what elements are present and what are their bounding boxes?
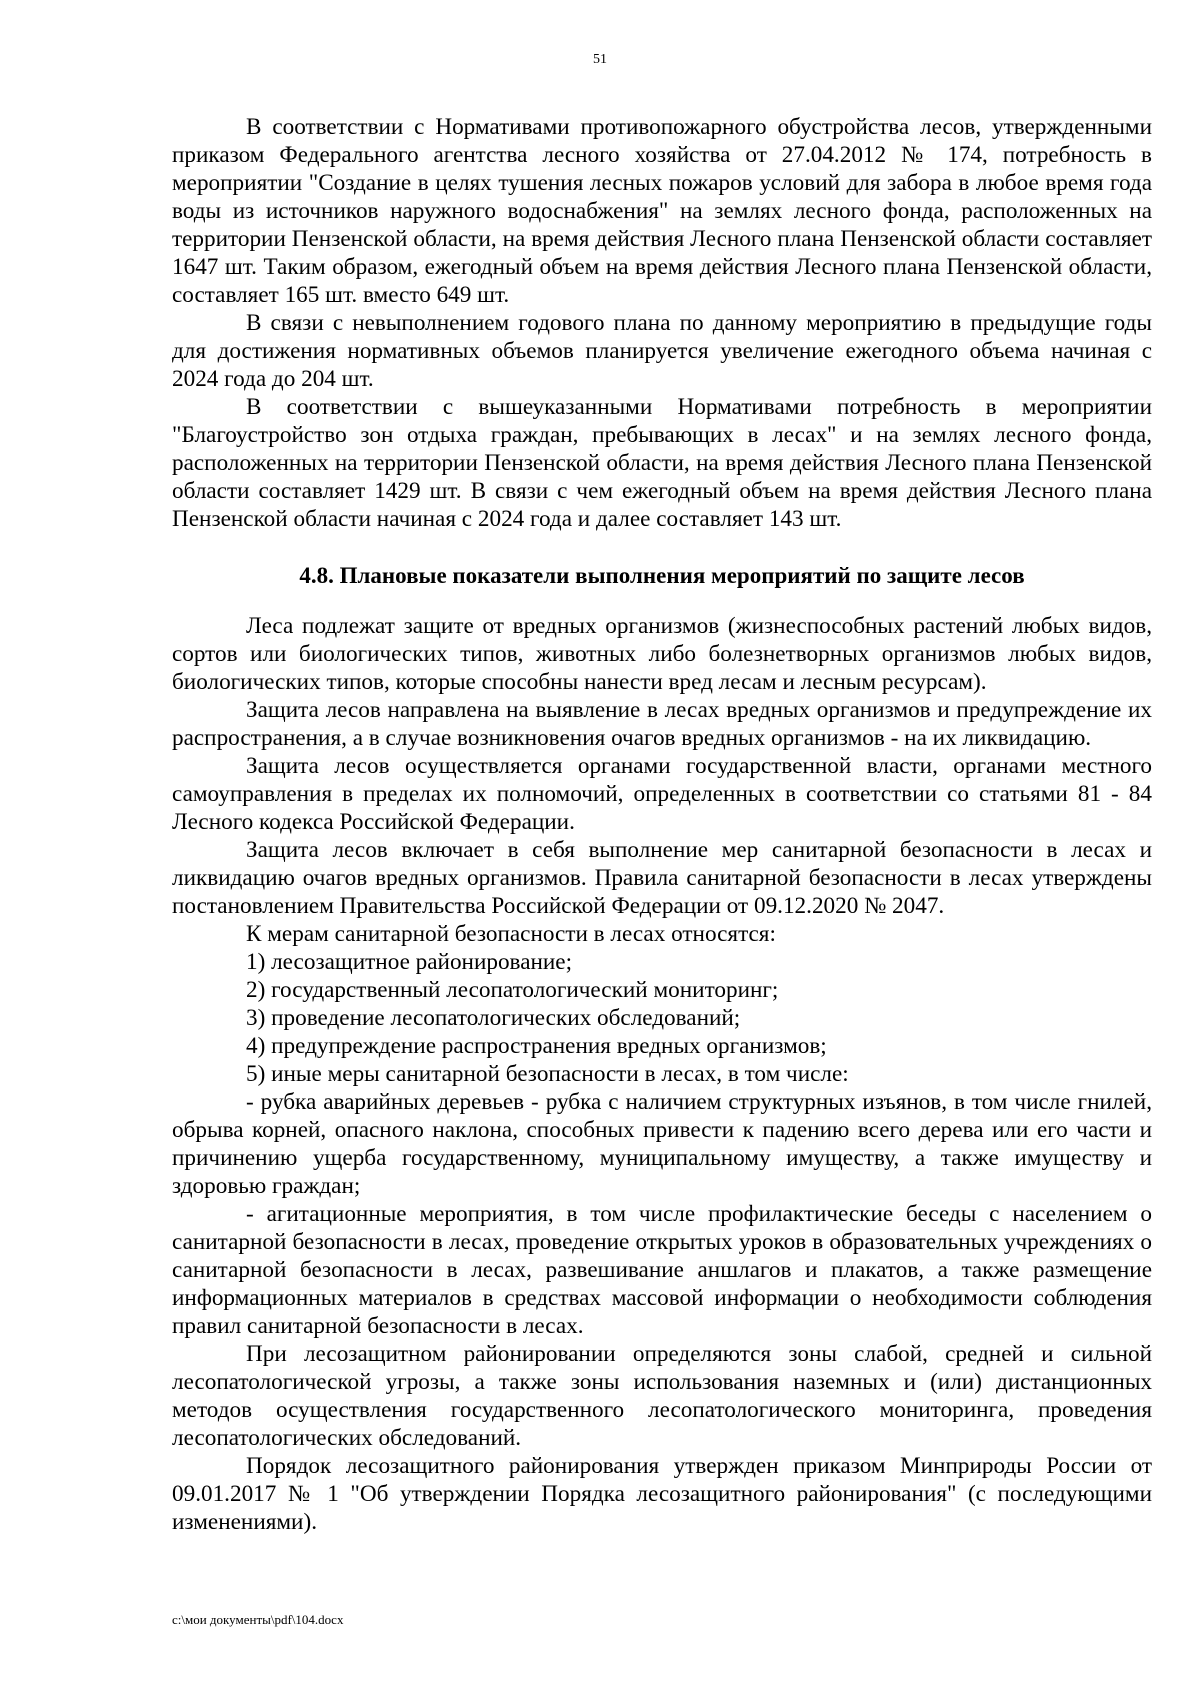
list-item: - рубка аварийных деревьев - рубка с наличием структурных изъянов, в том числе гнилей, обрыва корней, опасного наклона, способных привести к падению всего дерева или его части и причинению ущерба государственному, муниципальному имуществу, а также имуществу и здоровью граждан; bbox=[172, 1089, 1152, 1199]
paragraph: Порядок лесозащитного районирования утвержден приказом Минприроды России от 09.01.2017 № 1 "Об утверждении Порядка лесозащитного районирования" (с последующими изменениями). bbox=[172, 1453, 1152, 1535]
paragraph: В соответствии с Нормативами противопожарного обустройства лесов, утвержденными приказом Федерального агентства лесного хозяйства от 27.04.2012 № 174, потребность в мероприятии "Создание в целях тушения лесных пожаров условий для забора в любое время года воды из источников наружного водоснабжения" на землях лесного фонда, расположенных на территории Пензенской области, на время действия Лесного плана Пензенской области составляет 1647 шт. Таким образом, ежегодный объем на время действия Лесного плана Пензенской области, составляет 165 шт. вместо 649 шт. bbox=[172, 114, 1152, 308]
list-item: - агитационные мероприятия, в том числе профилактические беседы с населением о санитарной безопасности в лесах, проведение открытых уроков в образовательных учреждениях о санитарной безопасности в лесах, развешивание аншлагов и плакатов, а также размещение информационных материалов в средствах массовой информации о необходимости соблюдения правил санитарной безопасности в лесах. bbox=[172, 1201, 1152, 1339]
footer-file-path: c:\мои документы\pdf\104.docx bbox=[172, 1612, 344, 1627]
list-item: 5) иные меры санитарной безопасности в лесах, в том числе: bbox=[246, 1061, 849, 1087]
paragraph: При лесозащитном районировании определяются зоны слабой, средней и сильной лесопатологической угрозы, а также зоны использования наземных и (или) дистанционных методов осуществления государственного лесопатологического мониторинга, проведения лесопатологических обследований. bbox=[172, 1341, 1152, 1451]
list-item: 3) проведение лесопатологических обследований; bbox=[246, 1005, 741, 1031]
list-item: 2) государственный лесопатологический мониторинг; bbox=[246, 977, 779, 1003]
paragraph: Защита лесов направлена на выявление в лесах вредных организмов и предупреждение их распространения, а в случае возникновения очагов вредных организмов - на их ликвидацию. bbox=[172, 697, 1152, 751]
list-item: 1) лесозащитное районирование; bbox=[246, 949, 573, 975]
paragraph: Защита лесов включает в себя выполнение мер санитарной безопасности в лесах и ликвидацию очагов вредных организмов. Правила санитарной безопасности в лесах утверждены постановлением Правительства Российской Федерации от 09.12.2020 № 2047. bbox=[172, 837, 1152, 919]
paragraph: Леса подлежат защите от вредных организмов (жизнеспособных растений любых видов, сортов или биологических типов, животных либо болезнетворных организмов любых видов, биологических типов, которые способны нанести вред лесам и лесным ресурсам). bbox=[172, 613, 1152, 695]
section-fire-protection bbox=[172, 113, 1152, 533]
paragraph: В связи с невыполнением годового плана по данному мероприятию в предыдущие годы для достижения нормативных объемов планируется увеличение ежегодного объема начиная с 2024 года до 204 шт. bbox=[172, 310, 1152, 392]
section-heading: 4.8. Плановые показатели выполнения мероприятий по защите лесов bbox=[299, 563, 1025, 588]
section-forest-protection bbox=[172, 612, 1152, 1536]
list-item: 4) предупреждение распространения вредных организмов; bbox=[246, 1033, 827, 1059]
paragraph: Защита лесов осуществляется органами государственной власти, органами местного самоуправления в пределах их полномочий, определенных в соответствии со статьями 81 - 84 Лесного кодекса Российской Федерации. bbox=[172, 753, 1152, 835]
page-number: 51 bbox=[593, 52, 607, 67]
paragraph: К мерам санитарной безопасности в лесах относятся: bbox=[246, 921, 776, 947]
paragraph: В соответствии с вышеуказанными Нормативами потребность в мероприятии "Благоустройство зон отдыха граждан, пребывающих в лесах" и на землях лесного фонда, расположенных на территории Пензенской области, на время действия Лесного плана Пензенской области составляет 1429 шт. В связи с чем ежегодный объем на время действия Лесного плана Пензенской области начиная с 2024 года и далее составляет 143 шт. bbox=[172, 394, 1152, 532]
